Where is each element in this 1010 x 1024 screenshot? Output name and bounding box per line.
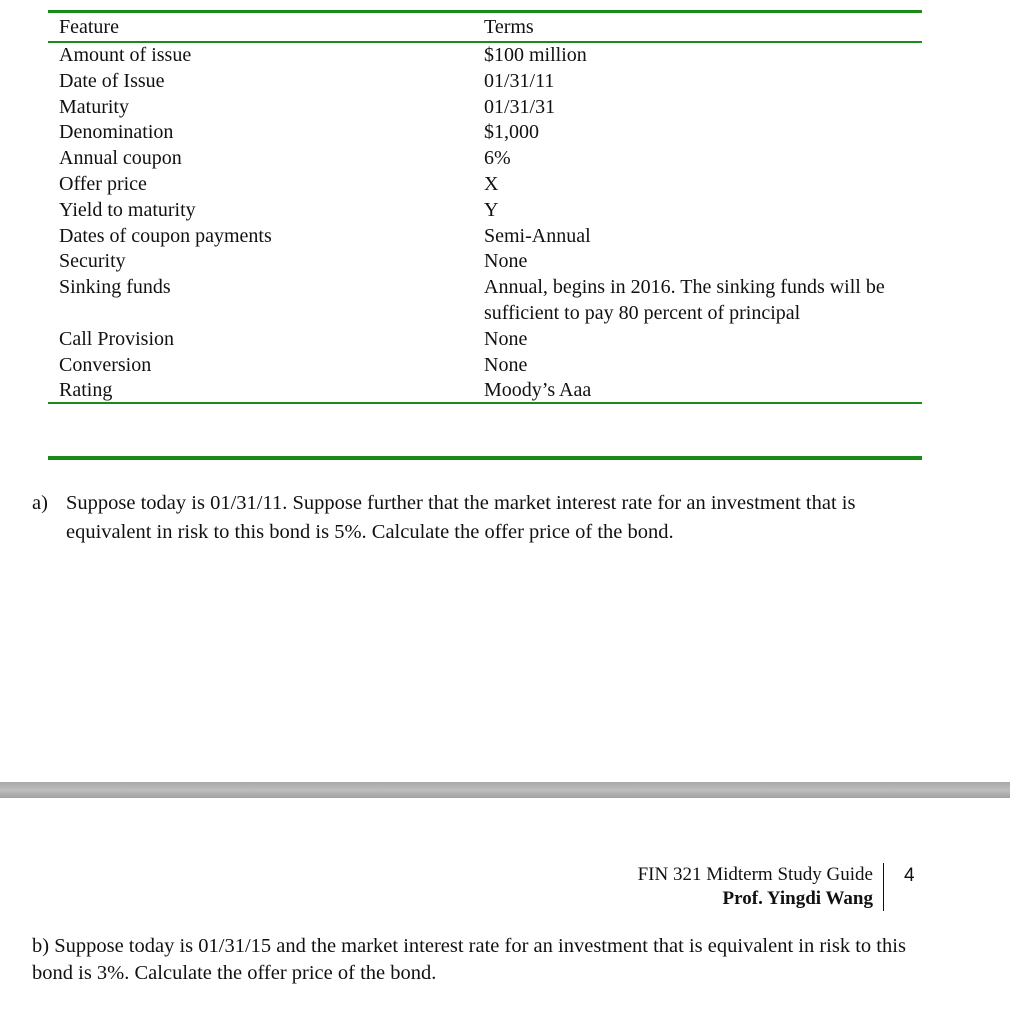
terms-cell: Annual, begins in 2016. The sinking funds will be sufficient to pay 80 percent of principal (484, 276, 885, 324)
feature-cell: Date of Issue (59, 69, 165, 92)
table-row (48, 275, 922, 327)
feature-cell: Maturity (59, 95, 129, 118)
table-row (48, 327, 922, 353)
terms-cell: None (484, 327, 528, 350)
table-row (48, 249, 922, 275)
table-row (48, 378, 922, 402)
header-professor: Prof. Yingdi Wang (722, 888, 873, 909)
feature-cell: Sinking funds (59, 276, 171, 299)
question-a-text: Suppose today is 01/31/11. Suppose further that the market interest rate for an investment that is equivalent in risk to this bond is 5%. Calculate the offer price of the bond. (66, 492, 856, 543)
table-row (48, 198, 922, 224)
page-break-gap (0, 782, 1010, 798)
feature-cell: Call Provision (59, 327, 175, 350)
terms-cell: 6% (484, 147, 511, 170)
table-body (48, 43, 922, 404)
table-row (48, 69, 922, 95)
table-row (48, 224, 922, 250)
feature-cell: Offer price (59, 172, 147, 195)
terms-cell: $100 million (484, 44, 587, 66)
page-number: 4 (904, 865, 915, 886)
terms-cell: 01/31/31 (484, 95, 556, 118)
table-row (48, 353, 922, 379)
feature-cell: Amount of issue (59, 44, 192, 66)
page-4 (0, 798, 1010, 1024)
terms-cell: None (484, 250, 528, 273)
table-row (48, 146, 922, 172)
question-a-label: a) (32, 492, 48, 514)
header-feature: Feature (59, 16, 119, 39)
terms-cell: 01/31/11 (484, 69, 555, 92)
bond-terms-table (48, 10, 922, 404)
terms-cell: X (484, 172, 499, 195)
terms-cell: None (484, 353, 528, 376)
table-bottom-rule (48, 456, 922, 460)
feature-cell: Conversion (59, 353, 152, 376)
table-row (48, 172, 922, 198)
feature-cell: Rating (59, 379, 113, 402)
table-row (48, 95, 922, 121)
header-terms: Terms (484, 16, 534, 39)
terms-cell: $1,000 (484, 121, 539, 144)
feature-cell: Annual coupon (59, 147, 182, 170)
question-a (32, 489, 912, 547)
table-header-row (48, 13, 922, 43)
terms-cell: Y (484, 198, 499, 221)
terms-cell: Moody’s Aaa (484, 379, 592, 402)
feature-cell: Security (59, 250, 126, 273)
feature-cell: Yield to maturity (59, 198, 196, 221)
feature-cell: Denomination (59, 121, 174, 144)
running-header (638, 863, 884, 911)
table-row (48, 43, 922, 69)
terms-cell: Semi-Annual (484, 224, 591, 247)
header-course-title: FIN 321 Midterm Study Guide (637, 864, 873, 885)
feature-cell: Dates of coupon payments (59, 224, 272, 247)
question-b: b) Suppose today is 01/31/15 and the market interest rate for an investment that is equivalent in risk to this bond is 3%. Calculate the offer price of the bond. (32, 935, 906, 984)
table-row (48, 120, 922, 146)
